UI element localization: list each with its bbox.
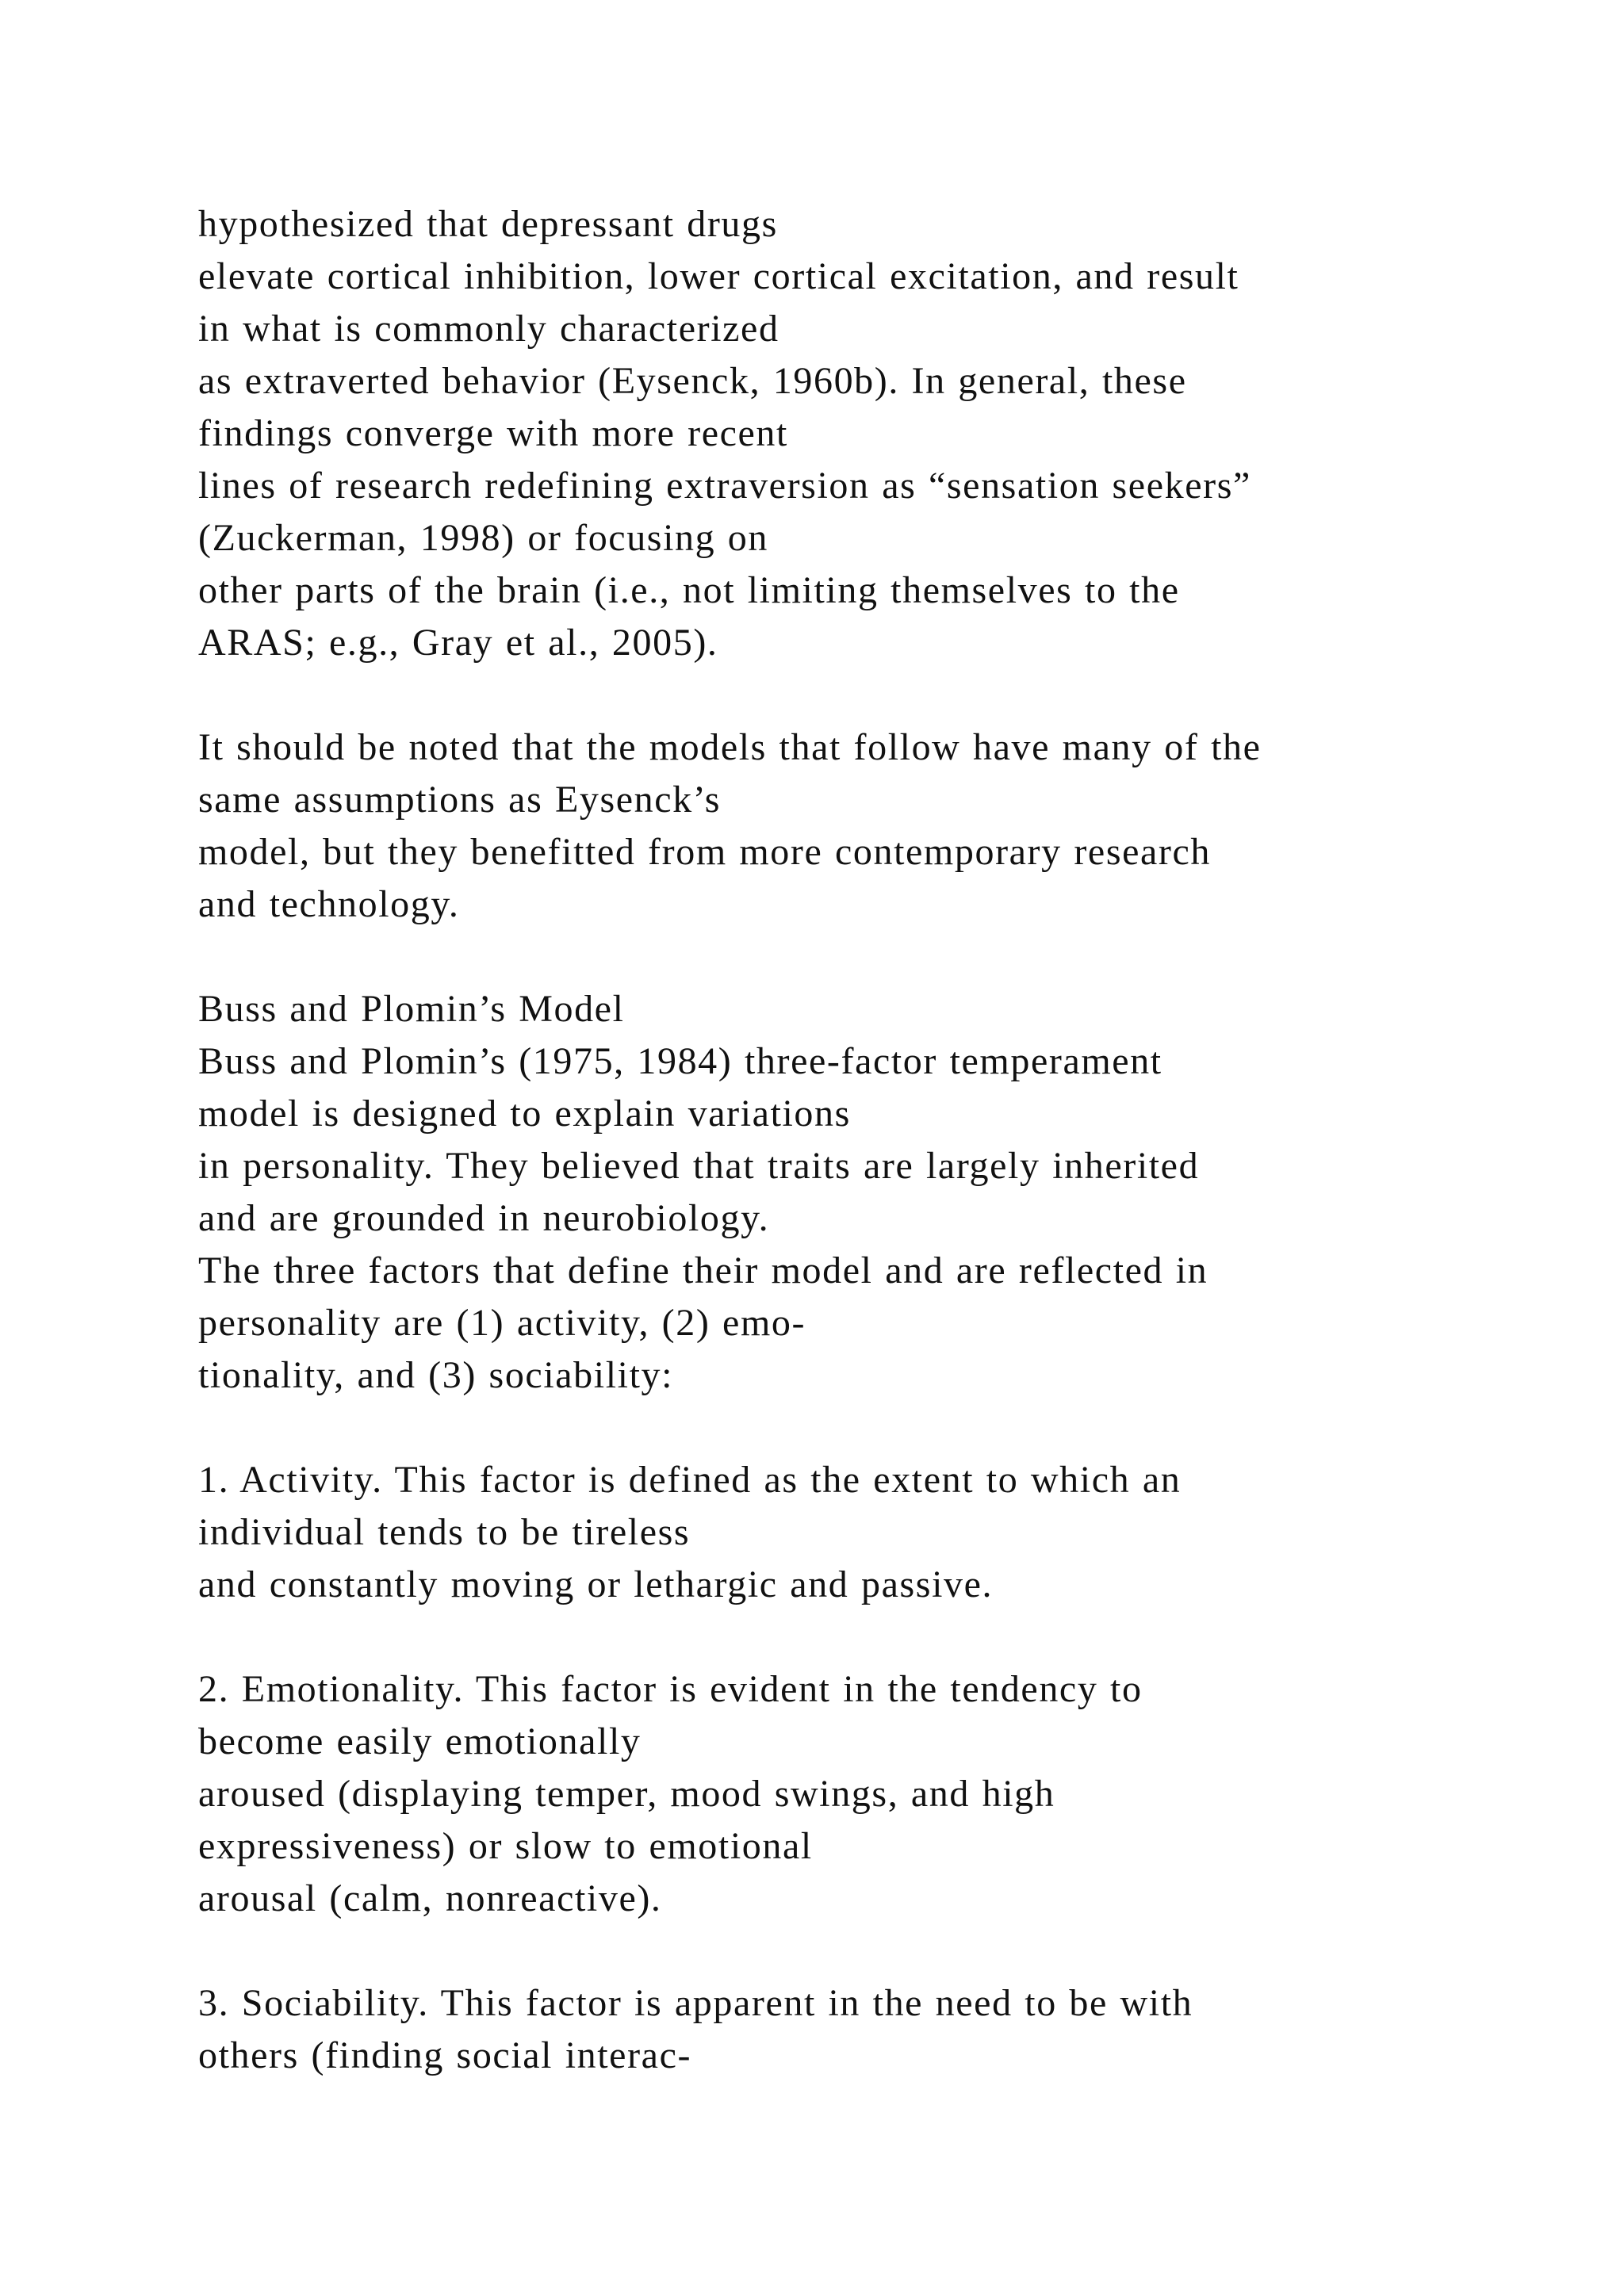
text-line: elevate cortical inhibition, lower cortical excitation, and result — [198, 255, 1239, 297]
paragraph-spacer — [198, 1611, 1467, 1663]
text-line: and are grounded in neurobiology. — [198, 1197, 770, 1239]
text-line: 3. Sociability. This factor is apparent in the need to be with — [198, 1982, 1193, 2024]
text-line: as extraverted behavior (Eysenck, 1960b). In general, these — [198, 360, 1187, 402]
text-line: (Zuckerman, 1998) or focusing on — [198, 517, 769, 559]
text-line: hypothesized that depressant drugs — [198, 203, 778, 245]
section-buss-plomin-model — [198, 983, 1467, 1402]
text-line: model, but they benefitted from more contemporary research — [198, 831, 1212, 873]
document-text — [198, 198, 1467, 2082]
text-line: model is designed to explain variations — [198, 1093, 851, 1135]
section-heading: Buss and Plomin’s Model — [198, 988, 625, 1030]
text-line: become easily emotionally — [198, 1720, 642, 1762]
text-line: in personality. They believed that traits are largely inherited — [198, 1145, 1200, 1187]
text-line: in what is commonly characterized — [198, 308, 779, 350]
list-item-sociability — [198, 1977, 1467, 2082]
paragraph-depressant-drugs — [198, 198, 1467, 669]
text-line: same assumptions as Eysenck’s — [198, 779, 721, 821]
text-line: and technology. — [198, 883, 460, 925]
text-line: 1. Activity. This factor is defined as the extent to which an — [198, 1459, 1182, 1501]
paragraph-spacer — [198, 1925, 1467, 1977]
text-line: personality are (1) activity, (2) emo- — [198, 1302, 806, 1344]
text-line: 2. Emotionality. This factor is evident in the tendency to — [198, 1668, 1143, 1710]
text-line: tionality, and (3) sociability: — [198, 1354, 674, 1396]
text-line: It should be noted that the models that follow have many of the — [198, 726, 1262, 768]
text-line: ARAS; e.g., Gray et al., 2005). — [198, 622, 718, 664]
text-line: findings converge with more recent — [198, 412, 788, 454]
list-item-emotionality — [198, 1663, 1467, 1925]
paragraph-spacer — [198, 669, 1467, 721]
list-item-activity — [198, 1454, 1467, 1611]
text-line: aroused (displaying temper, mood swings, and high — [198, 1773, 1055, 1815]
paragraph-models-note — [198, 721, 1467, 931]
text-line: expressiveness) or slow to emotional — [198, 1825, 813, 1867]
text-line: others (finding social interac- — [198, 2034, 692, 2076]
text-line: other parts of the brain (i.e., not limiting themselves to the — [198, 569, 1180, 611]
paragraph-spacer — [198, 1402, 1467, 1454]
text-line: lines of research redefining extraversion as “sensation seekers” — [198, 465, 1251, 507]
text-line: and constantly moving or lethargic and passive. — [198, 1563, 994, 1605]
text-line: individual tends to be tireless — [198, 1511, 691, 1553]
paragraph-spacer — [198, 931, 1467, 983]
text-line: The three factors that define their model and are reflected in — [198, 1249, 1208, 1292]
text-line: arousal (calm, nonreactive). — [198, 1877, 662, 1919]
text-line: Buss and Plomin’s (1975, 1984) three-factor temperament — [198, 1040, 1162, 1082]
